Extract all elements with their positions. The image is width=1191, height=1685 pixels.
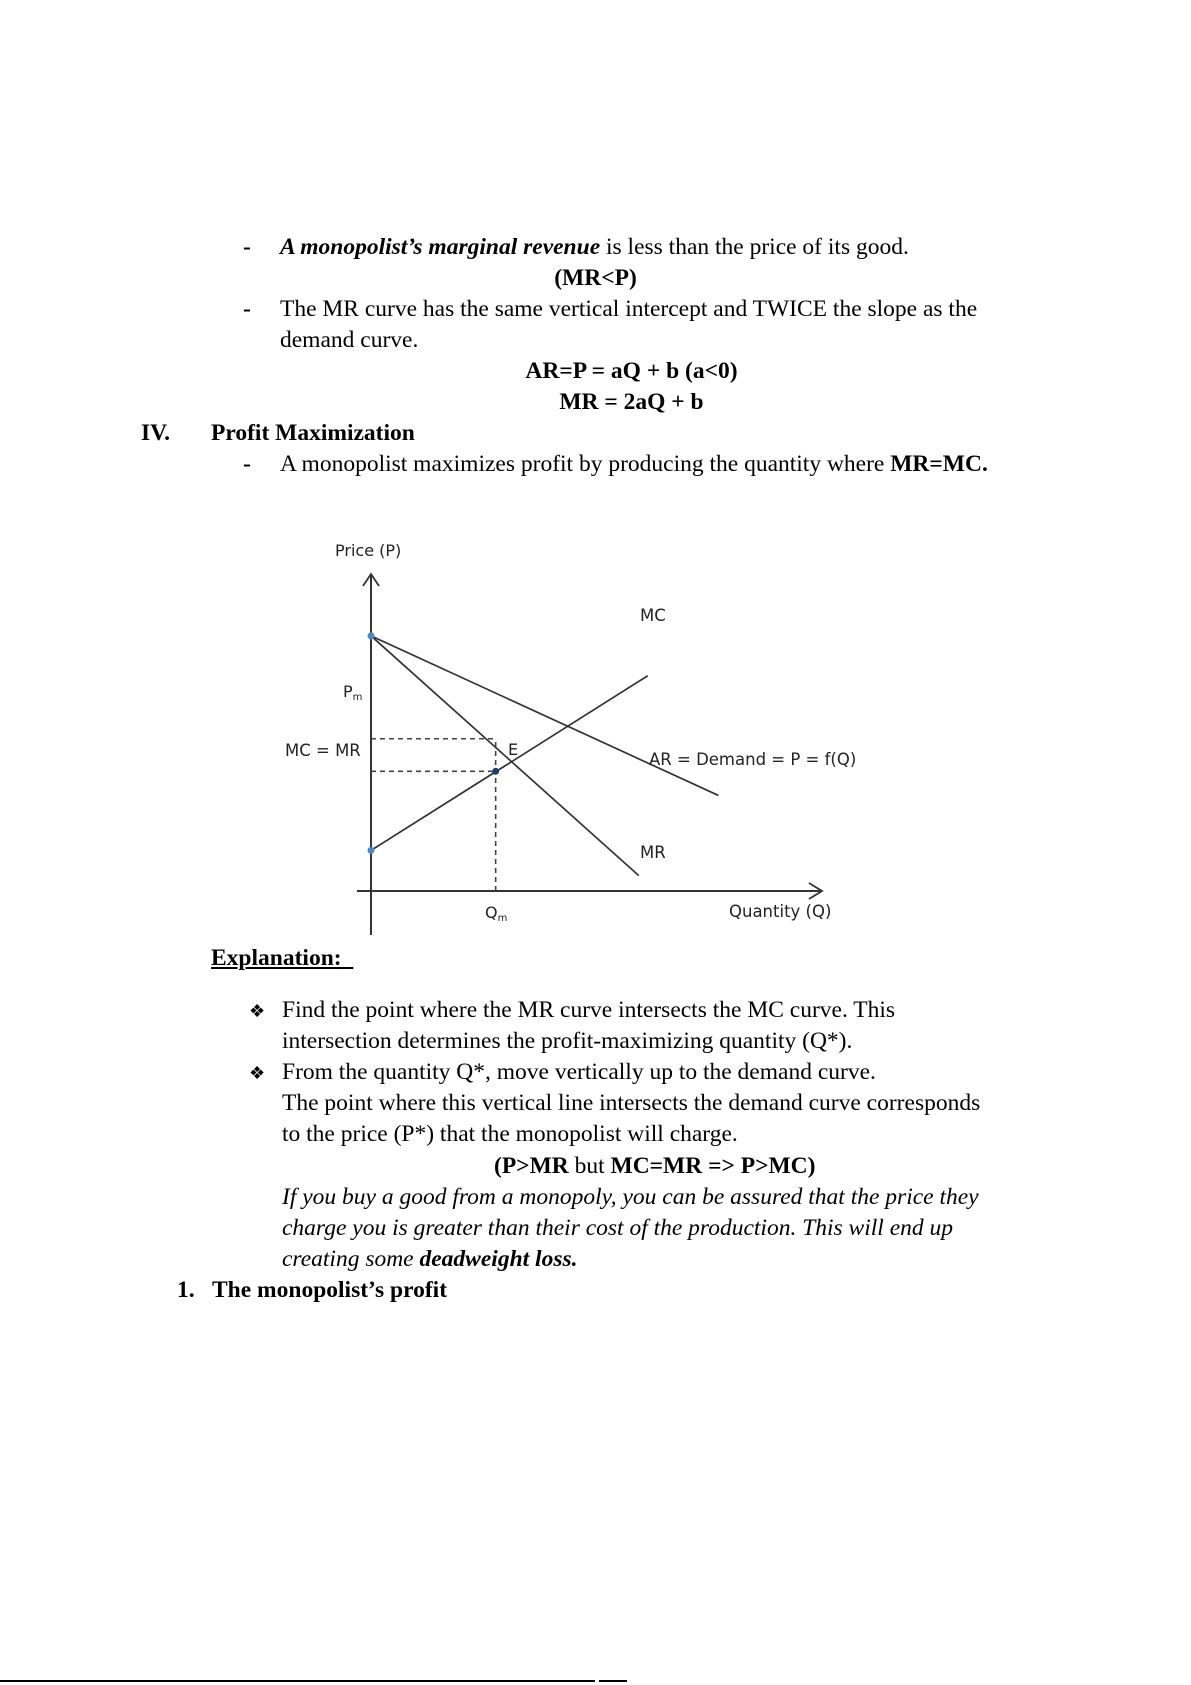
formula-mr: MR = 2aQ + b: [559, 389, 704, 415]
deadweight-loss-term: deadweight loss.: [419, 1246, 578, 1272]
explanation-heading: [211, 947, 353, 971]
formula-part2: but: [568, 1153, 611, 1179]
note-line3-text: creating some: [282, 1246, 420, 1272]
subsection-number: 1.: [177, 1277, 195, 1303]
mcmr-tick-label: MC = MR: [285, 741, 361, 760]
page-footer-rule: [0, 1680, 595, 1682]
E-point: [492, 768, 499, 775]
mr-curve: [371, 636, 639, 876]
demand-label: AR = Demand = P = f(Q): [649, 750, 857, 769]
explanation-heading-text: Explanation:: [211, 945, 342, 971]
explanation-item2-line3: to the price (P*) that the monopolist will charge.: [282, 1121, 738, 1147]
mr-label: MR: [640, 843, 666, 862]
explanation-formula: [494, 1155, 815, 1179]
diamond-bullet-icon: ❖: [249, 1001, 266, 1021]
y-axis-label: Price (P): [335, 541, 402, 560]
explanation-item2-line1: From the quantity Q*, move vertically up to the demand curve.: [282, 1059, 876, 1085]
mr-definition-rest: is less than the price of its good.: [600, 234, 909, 260]
mr-slope-text-line2: demand curve.: [280, 327, 419, 353]
mr-term: A monopolist’s marginal revenue: [280, 234, 601, 260]
note-line2: charge you is greater than their cost of the production. This will end up: [282, 1215, 954, 1241]
explanation-item2-line2: The point where this vertical line intersects the demand curve corresponds: [282, 1090, 981, 1116]
formula-ar: AR=P = aQ + b (a<0): [525, 358, 738, 384]
equilibrium-label: E: [508, 740, 519, 759]
bullet-dash: -: [243, 234, 251, 260]
section-numeral: IV.: [141, 420, 170, 446]
x-axis-label: Quantity (Q): [729, 902, 832, 921]
section-title: Profit Maximization: [211, 420, 415, 446]
formula-part1: (P>MR: [494, 1153, 569, 1179]
pm-tick-sub: m: [352, 692, 363, 703]
bullet-dash: -: [243, 296, 251, 322]
formula-mr-less-p: (MR<P): [554, 265, 637, 291]
mc-label: MC: [640, 606, 666, 625]
mr-slope-text-line1: The MR curve has the same vertical intercept and TWICE the slope as the: [280, 296, 978, 322]
pm-tick-main: P: [343, 682, 353, 701]
qm-tick-main: Q: [485, 903, 498, 922]
qm-tick-label: [485, 903, 507, 924]
mc-curve: [371, 676, 648, 851]
diamond-bullet-icon: ❖: [249, 1063, 266, 1083]
note-line1: If you buy a good from a monopoly, you can be assured that the price they: [282, 1184, 979, 1210]
note-line3: [282, 1248, 577, 1272]
profit-rule-condition: MR=MC.: [890, 451, 988, 477]
qm-tick-sub: m: [497, 913, 508, 924]
demand-curve: [371, 636, 718, 796]
explanation-item1-line2: intersection determines the profit-maximizing quantity (Q*).: [282, 1028, 853, 1054]
explanation-item1-line1: Find the point where the MR curve intersects the MC curve. This: [282, 997, 896, 1023]
subsection-title: The monopolist’s profit: [212, 1277, 448, 1303]
pm-tick-label: [343, 682, 362, 703]
formula-part3: MC=MR => P>MC): [610, 1153, 816, 1179]
mc-intercept-point: [368, 847, 375, 854]
bullet-dash: -: [243, 451, 251, 477]
demand-intercept-point: [368, 632, 375, 639]
profit-rule-text: A monopolist maximizes profit by producing the quantity where: [280, 451, 891, 477]
page-footer-rule-segment: [599, 1680, 627, 1682]
